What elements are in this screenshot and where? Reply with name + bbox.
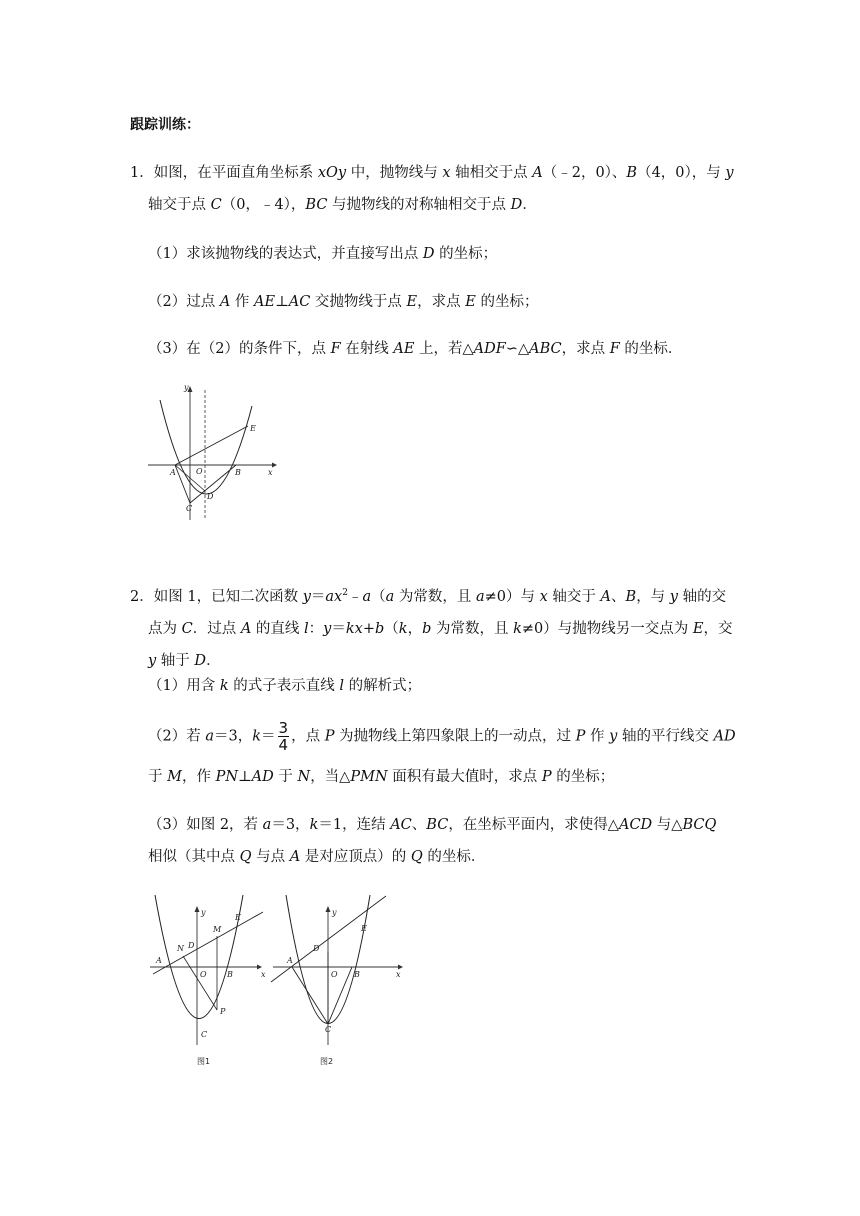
fig2-label-B: B (227, 970, 233, 979)
fig3-label-A: A (287, 956, 293, 965)
problem-1-line-2: 轴交于点 C（0，﹣4），BC 与抛物线的对称轴相交于点 D． (148, 197, 537, 213)
fig1-label-A: A (170, 468, 176, 477)
fig3-label-x: x (396, 970, 401, 979)
fig1-line-AC (175, 465, 190, 503)
fig2-line-l (153, 912, 263, 974)
fig1-label-O: O (196, 467, 203, 476)
fig2-line-PN (183, 956, 217, 1010)
fig3-y-arrow (326, 906, 331, 912)
problem-2-question-2-line-2: 于 M，作 PN⊥AD 于 N，当△PMN 面积有最大值时，求点 P 的坐标； (148, 769, 615, 785)
figure-2-diagram (145, 890, 270, 1070)
fig3-x-arrow (398, 965, 403, 970)
fig1-label-C: C (186, 504, 193, 513)
problem-1-number: 1． (130, 165, 154, 181)
figure-1-diagram (140, 380, 280, 525)
problem-2-question-3-line-2: 相似（其中点 Q 与点 A 是对应顶点）的 Q 的坐标． (148, 849, 486, 865)
fig3-line-AC (292, 967, 328, 1024)
fig3-caption: 图2 (320, 1057, 334, 1066)
problem-1-line-1: 1．如图，在平面直角坐标系 xOy 中，抛物线与 x 轴相交于点 A（﹣2，0）、B（4，0），与 y (130, 165, 734, 181)
fig2-parabola (155, 895, 243, 1019)
fig2-caption: 图1 (197, 1057, 211, 1066)
fig2-label-P: P (220, 1007, 226, 1016)
figure-3-diagram (268, 890, 408, 1070)
fig2-label-y: y (201, 908, 206, 917)
fig1-label-D: D (207, 492, 214, 501)
problem-2-question-1: （1）用含 k 的式子表示直线 l 的解析式； (148, 678, 422, 694)
fig2-y-arrow (195, 906, 200, 912)
fig2-label-O: O (200, 970, 207, 979)
fig2-label-M: M (213, 925, 222, 934)
problem-1-question-2: （2）过点 A 作 AE⊥AC 交抛物线于点 E，求点 E 的坐标； (148, 294, 539, 310)
fig1-label-E: E (250, 424, 256, 433)
problem-1-question-3: （3）在（2）的条件下，点 F 在射线 AE 上，若△ADF∽△ABC，求点 F 的坐标． (148, 341, 683, 357)
problem-2-line-3: y 轴于 D． (148, 653, 221, 669)
fig1-label-B: B (235, 468, 241, 477)
fig3-label-D: D (313, 944, 320, 953)
fig1-label-y: y (184, 383, 189, 392)
fig3-label-E: E (361, 924, 367, 933)
fig1-line-AE (175, 426, 248, 465)
fig2-label-E: E (235, 913, 241, 922)
fig2-x-arrow (257, 965, 262, 970)
problem-2-question-3: （3）如图 2，若 a＝3，k＝1，连结 AC、BC，在坐标平面内，求使得△ACD 与△BCQ (148, 817, 717, 833)
fig2-label-A: A (156, 956, 162, 965)
fig1-label-x: x (268, 468, 273, 477)
fig2-label-x: x (261, 970, 266, 979)
problem-2-question-2: （2）若 a＝3，k＝ $\frac{3}{4}$ ，点 P 为抛物线上第四象限上的一动点，过 P 作 y 轴的平行线交 AD (148, 719, 736, 754)
fig1-parabola (160, 400, 252, 494)
problem-2-number: 2． (130, 589, 154, 605)
fig1-x-arrow (272, 463, 277, 468)
problem-2-line-1: 2．如图 1，已知二次函数 $y=ax^2﹣a(a$ 为常数，且 a≠0）与 x 轴交于 A、B，与 y 轴的交 (130, 588, 727, 605)
fig2-label-N: N (177, 944, 184, 953)
problem-2-line-2: 点为 C．过点 A 的直线 l：y＝kx+b（k，b 为常数，且 k≠0）与抛物线另一交点为 E，交 (148, 621, 733, 637)
problem-1-question-1: （1）求该抛物线的表达式，并直接写出点 D 的坐标； (148, 246, 498, 262)
section-heading: 跟踪训练： (130, 117, 200, 133)
fig3-label-C: C (325, 1025, 332, 1034)
fig2-label-C: C (201, 1030, 208, 1039)
fig2-label-D: D (188, 941, 195, 950)
fig3-label-O: O (331, 970, 338, 979)
fig3-label-y: y (332, 908, 337, 917)
fig3-label-B: B (354, 970, 360, 979)
fraction-three-quarters: $\frac{3}{4}$ (278, 719, 289, 754)
